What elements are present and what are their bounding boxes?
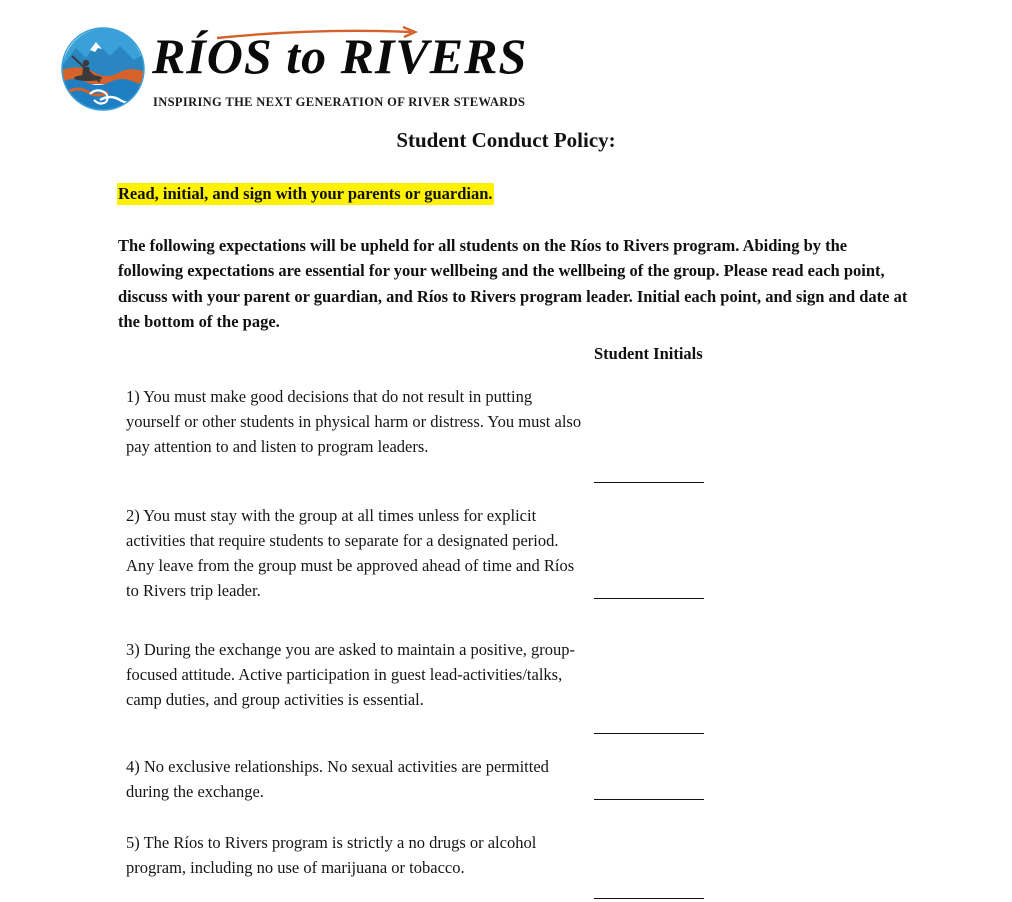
logo-wordmark: RÍOS to RIVERS: [152, 28, 528, 84]
intro-paragraph: The following expectations will be upheld for all students on the Ríos to Rivers program. Abiding by the following expectations are essential for your wellbeing and the wellbeing of the group. Please read each point, discuss with your parent or guardian, and Ríos to Rivers program leader. Initial each point, and sign and date at the bottom of the page.: [118, 236, 908, 331]
initial-line-1[interactable]: [594, 482, 704, 483]
page-title: Student Conduct Policy:: [396, 128, 616, 152]
policy-item-5: 5) The Ríos to Rivers program is strictly a no drugs or alcohol program, including no use of marijuana or tobacco.: [126, 833, 537, 877]
initial-line-3[interactable]: [594, 733, 704, 734]
initial-line-2[interactable]: [594, 598, 704, 599]
policy-item-3: 3) During the exchange you are asked to maintain a positive, group-focused attitude. Active participation in guest lead-activities/talks, camp duties, and group activities is essential.: [126, 640, 576, 709]
logo-tagline: INSPIRING THE NEXT GENERATION OF RIVER STEWARDS: [153, 95, 526, 109]
policy-item-1: 1) You must make good decisions that do not result in putting yourself or other students in physical harm or distress. You must also pay attention to and listen to program leaders.: [126, 387, 582, 456]
initial-line-5[interactable]: [594, 898, 704, 899]
rios-to-rivers-logo: [60, 26, 540, 116]
highlighted-instruction: Read, initial, and sign with your parents or guardian.: [118, 184, 493, 203]
policy-item-4: 4) No exclusive relationships. No sexual activities are permitted during the exchange.: [126, 757, 549, 801]
student-initials-header: Student Initials: [594, 344, 703, 363]
kayaker-river-emblem-icon: [60, 26, 146, 112]
initial-line-4[interactable]: [594, 799, 704, 800]
policy-item-2: 2) You must stay with the group at all times unless for explicit activities that require students to separate for a designated period. Any leave from the group must be approved ahead of time and Ríos to Rivers trip leader.: [126, 506, 575, 600]
